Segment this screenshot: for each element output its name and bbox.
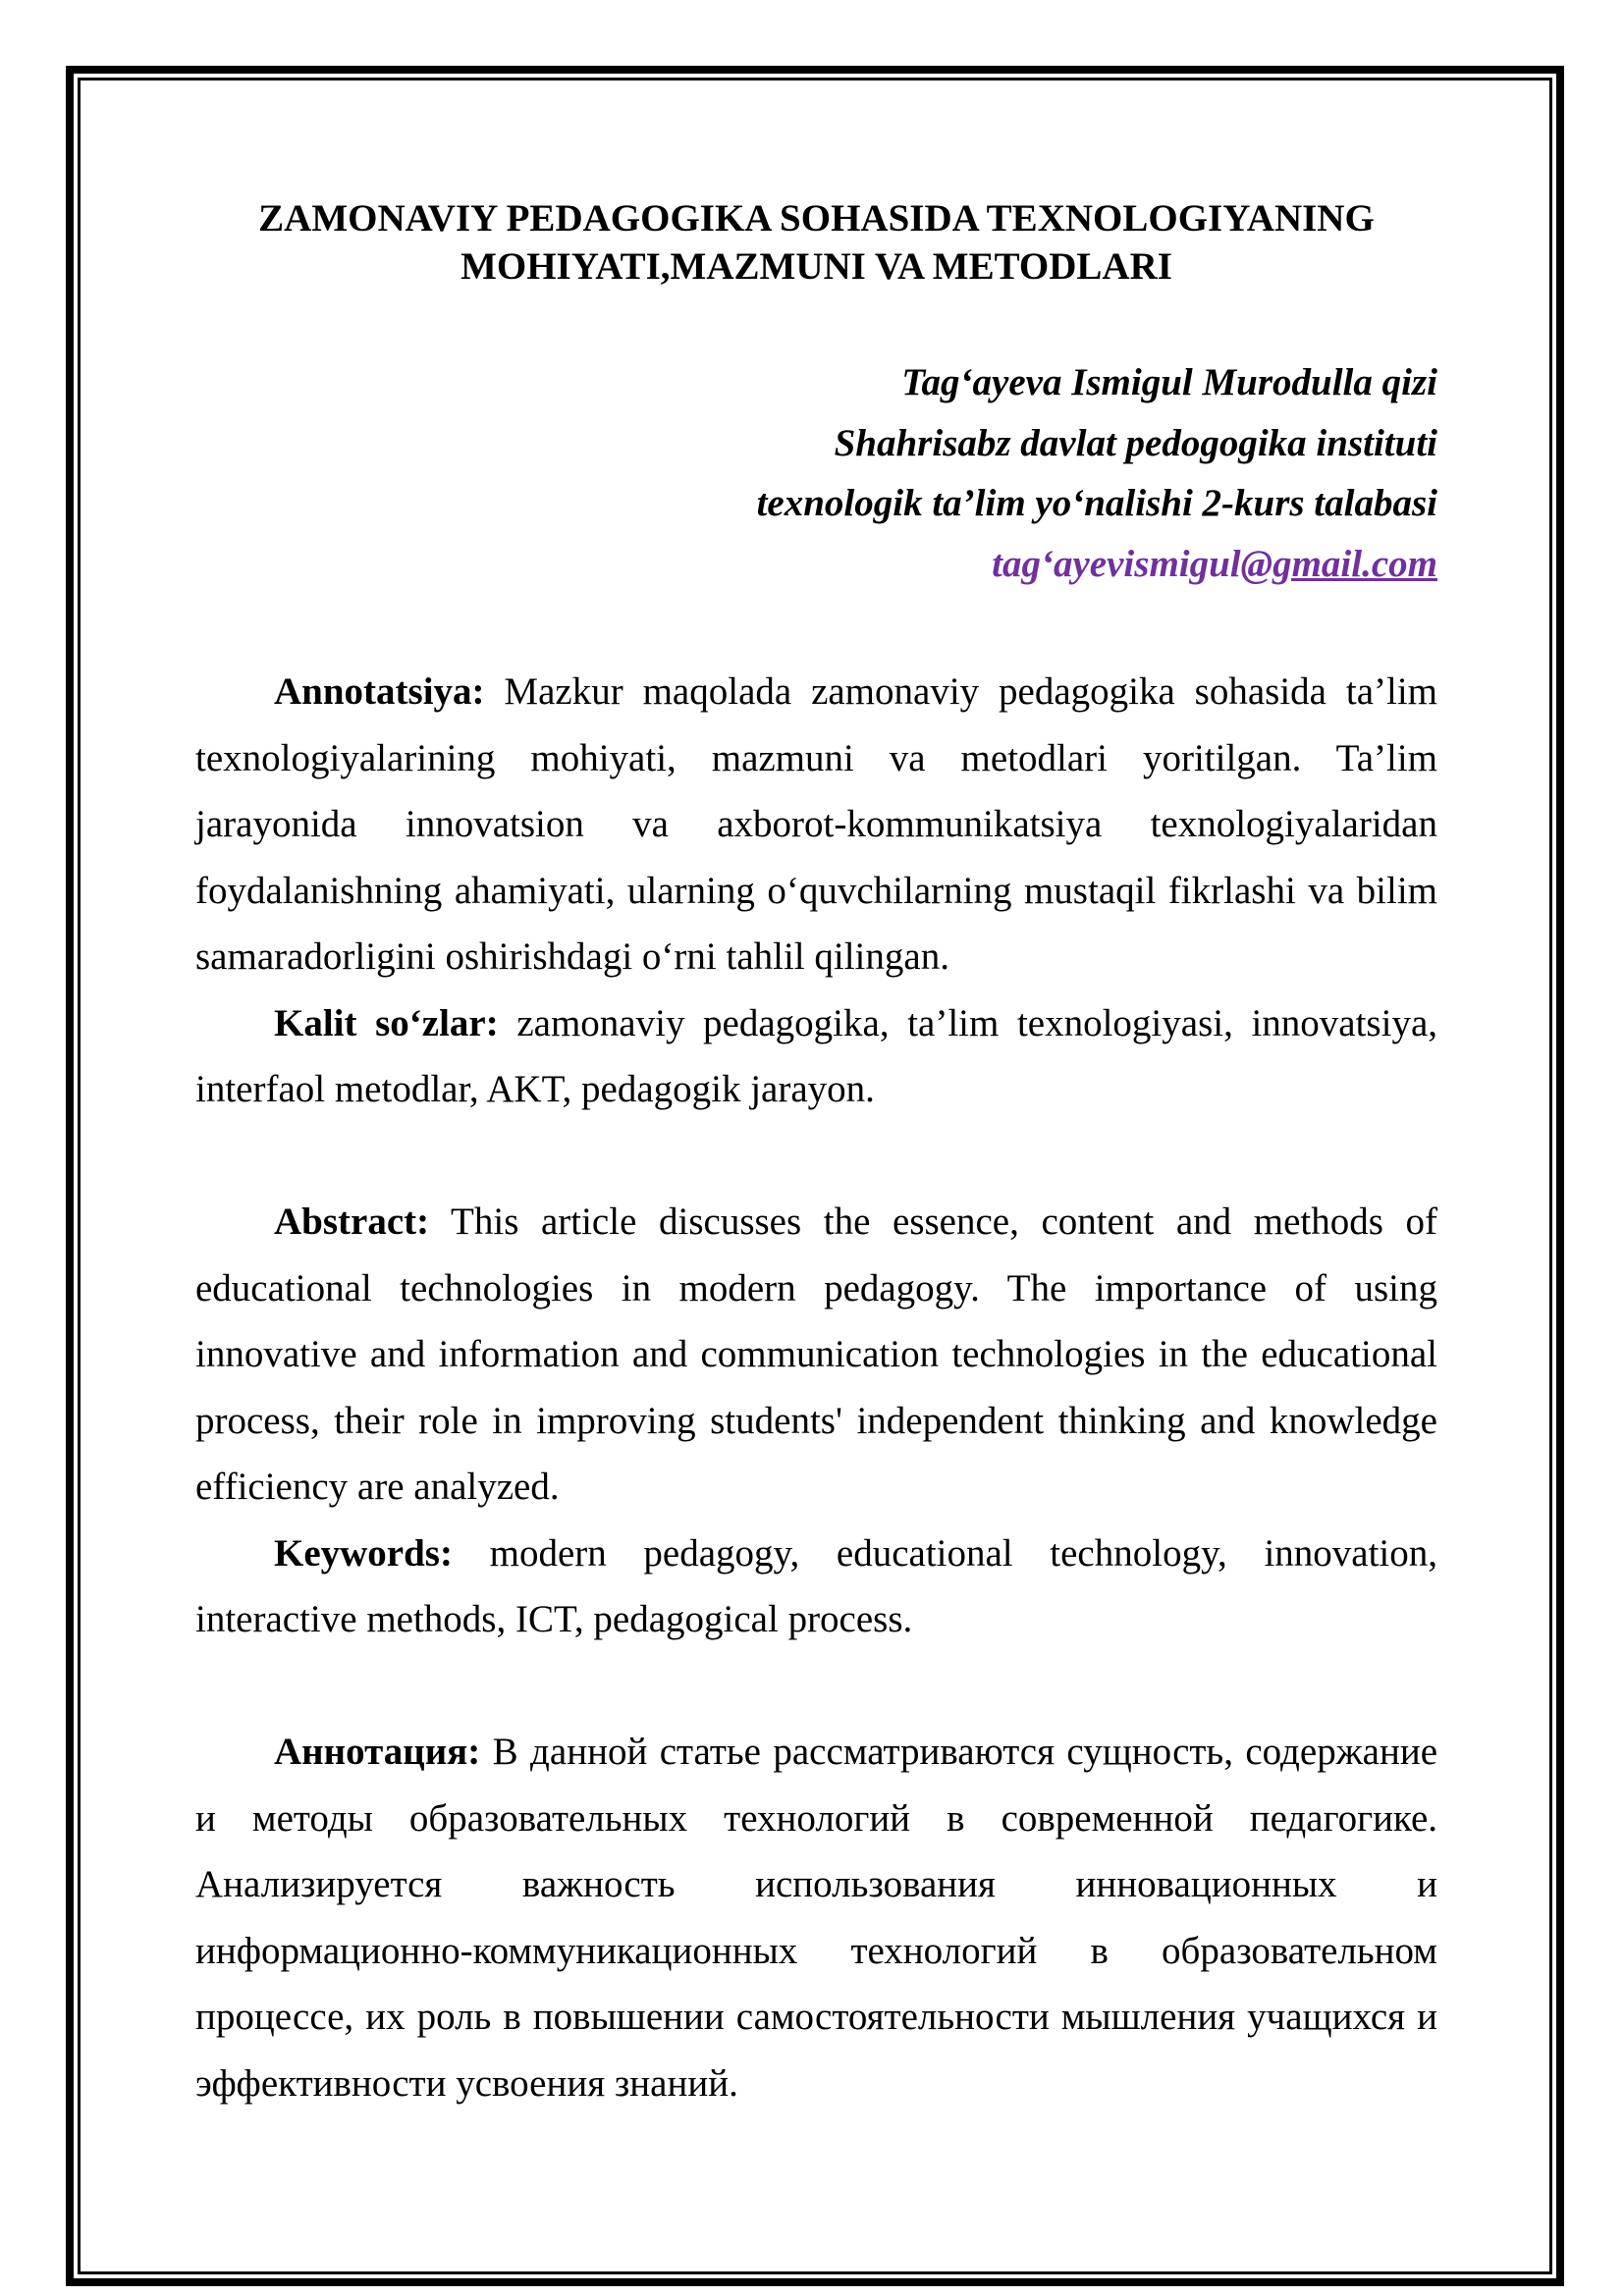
text-line: foydalanishning ahamiyati, ularning o‘quvchilarning mustaqil fikrlashi va bilim (195, 869, 1437, 912)
text-line (195, 1521, 1437, 1587)
blank-line (195, 1653, 1437, 1720)
text-line (195, 990, 1437, 1057)
blank-line (195, 1123, 1437, 1190)
text-line-content: В данной статье рассматриваются сущность, содержание (492, 1731, 1437, 1773)
text-line-content: zamonaviy pedagogika, ta’lim texnologiyasi, innovatsiya, (516, 1001, 1438, 1044)
annotation-uz-label: Annotatsiya: (274, 670, 485, 713)
annotation-ru-label: Аннотация: (274, 1731, 481, 1773)
author-name: Tag‘ayeva Ismigul Murodulla qizi (901, 361, 1437, 403)
text-line (195, 659, 1437, 725)
article-title (195, 194, 1437, 291)
text-line: эффективности усвоения знаний. (195, 2061, 738, 2105)
text-line: jarayonida innovatsion va axborot-kommunikatsiya texnologiyalaridan (195, 803, 1437, 845)
text-line-content: modern pedagogy, educational technology, innovation, (489, 1531, 1438, 1575)
keywords-uz-label: Kalit so‘zlar: (274, 1001, 499, 1044)
email-link[interactable]: @gmail.com (1240, 542, 1437, 585)
keywords-en-paragraph (195, 1521, 1437, 1653)
keywords-en-label: Keywords: (274, 1531, 453, 1575)
text-line: innovative and information and communication technologies in the educational (195, 1333, 1437, 1375)
text-line (195, 1719, 1437, 1786)
text-line-content: This article discusses the essence, content and methods of (451, 1201, 1437, 1243)
text-line: process, their role in improving students' independent thinking and knowledge (195, 1399, 1437, 1442)
text-line: samaradorligini oshirishdagi o‘rni tahlil qilingan. (195, 935, 949, 978)
author-institution: Shahrisabz davlat pedogogika instituti (834, 421, 1437, 464)
email-user: tag‘ayevismigul (992, 542, 1241, 585)
text-line: процессе, их роль в повышении самостоятельности мышления учащихся и (195, 1996, 1437, 2038)
text-line: interactive methods, ICT, pedagogical process. (195, 1598, 913, 1640)
text-line-content: Mazkur maqolada zamonaviy pedagogika sohasida ta’lim (504, 670, 1438, 713)
text-line: educational technologies in modern pedagogy. The importance of using (195, 1266, 1437, 1309)
author-email (195, 534, 1437, 595)
title-line: ZAMONAVIY PEDAGOGIKA SOHASIDA TEXNOLOGIYANING (258, 197, 1375, 240)
text-line: информационно-коммуникационных технологий в образовательном (195, 1929, 1437, 1972)
annotation-ru-paragraph (195, 1719, 1437, 2116)
keywords-uz-paragraph (195, 990, 1437, 1123)
text-line: interfaol metodlar, AKT, pedagogik jarayon. (195, 1068, 875, 1110)
abstract-en-paragraph (195, 1189, 1437, 1521)
author-block (195, 352, 1437, 594)
text-line: и методы образовательных технологий в современной педагогике. (195, 1796, 1437, 1840)
text-line (195, 1189, 1437, 1255)
annotation-uz-paragraph (195, 659, 1437, 990)
text-line: efficiency are analyzed. (195, 1466, 560, 1508)
text-line: texnologiyalarining mohiyati, mazmuni va metodlari yoritilgan. Ta’lim (195, 736, 1437, 779)
abstract-en-label: Abstract: (274, 1201, 430, 1243)
title-line: MOHIYATI,MAZMUNI VA METODLARI (460, 245, 1172, 288)
article-body (195, 659, 1437, 2116)
text-line: Анализируется важность использования инновационных и (195, 1863, 1437, 1905)
author-program: texnologik ta’lim yo‘nalishi 2-kurs talabasi (756, 482, 1437, 524)
